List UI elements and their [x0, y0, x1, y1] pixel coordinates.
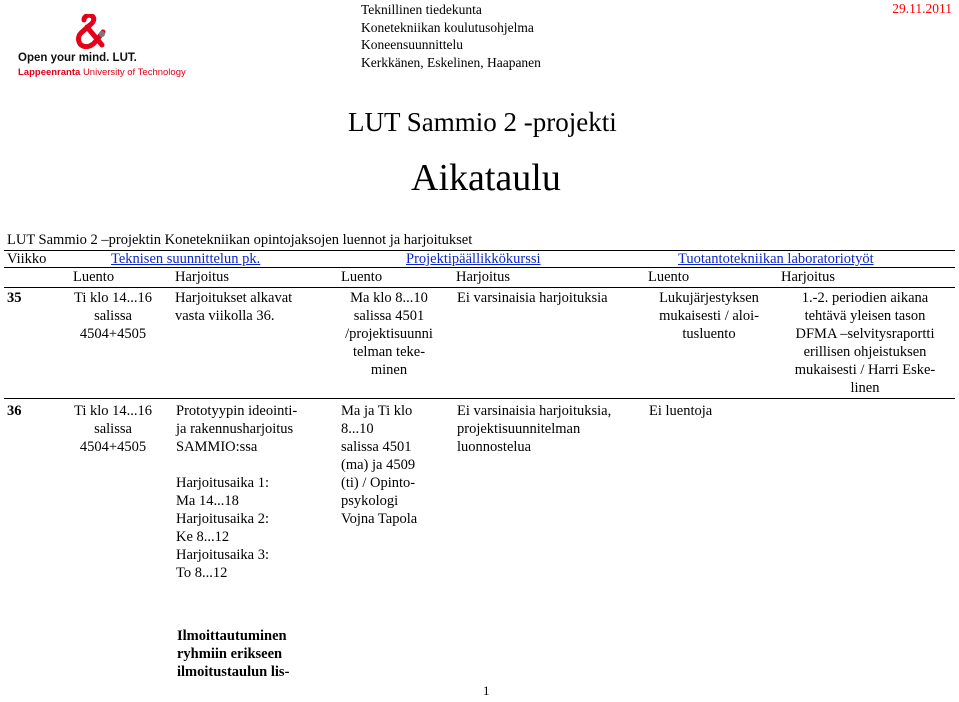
cell-line: Ti klo 14...16 — [73, 290, 153, 306]
footnote-line: ilmoitustaulun lis- — [177, 664, 290, 680]
cell-line: Harjoitusaika 3: — [176, 547, 270, 563]
cell-line: telman teke- — [352, 344, 426, 360]
cell-line: Ke 8...12 — [176, 529, 230, 545]
cell-line: 8...10 — [341, 421, 374, 437]
intro-text: LUT Sammio 2 –projektin Konetekniikan opintojaksojen luennot ja harjoitukset — [7, 232, 473, 248]
table-header-course: Tuotantotekniikan laboratoriotyöt — [678, 251, 874, 267]
cell-line: mukaisesti / aloi- — [659, 308, 759, 324]
header-line: Kerkkänen, Eskelinen, Haapanen — [361, 54, 541, 70]
table-rule — [4, 398, 955, 399]
cell-line: projektisuunnitelman — [457, 421, 581, 437]
table-cell — [73, 402, 153, 456]
cell-line: SAMMIO:ssa — [176, 439, 258, 455]
table-cell — [176, 402, 297, 582]
page-subtitle: Aikataulu — [411, 157, 561, 199]
cell-line: Ti klo 14...16 — [73, 403, 153, 419]
cell-line: To 8...12 — [176, 565, 228, 581]
cell-line: 4504+4505 — [79, 439, 147, 455]
cell-line: vasta viikolla 36. — [175, 308, 275, 324]
table-cell — [640, 289, 778, 343]
table-header-course: Projektipäällikkökurssi — [406, 251, 541, 267]
page-title: LUT Sammio 2 -projekti — [348, 107, 617, 137]
table-subheader: Harjoitus — [456, 269, 510, 285]
lut-logo — [16, 14, 186, 80]
cell-line: Harjoitusaika 2: — [176, 511, 270, 527]
cell-line: 1.-2. periodien aikana — [801, 290, 929, 306]
cell-line: Ei varsinaisia harjoituksia, — [457, 403, 612, 419]
header-line: Teknillinen tiedekunta — [361, 2, 482, 17]
logo-university-rest: University of Technology — [82, 67, 186, 78]
cell-line: linen — [850, 380, 880, 396]
footnote-line: Ilmoittautuminen — [177, 628, 287, 644]
logo-university-prefix: Lappeenranta — [18, 67, 81, 78]
cell-line: minen — [370, 362, 408, 378]
cell-line: Harjoitusaika 1: — [176, 475, 270, 491]
cell-line: mukaisesti / Harri Eske- — [794, 362, 936, 378]
cell-line: erillisen ohjeistuksen — [803, 344, 927, 360]
cell-line: salissa — [94, 421, 132, 437]
cell-line: /projektisuunni — [345, 326, 433, 342]
footnote-line: ryhmiin erikseen — [177, 646, 283, 662]
cell-line: 4504+4505 — [79, 326, 147, 342]
header-line: Konetekniikan koulutusohjelma — [361, 19, 534, 35]
cell-line: ja rakennusharjoitus — [176, 421, 294, 437]
cell-line: Ma ja Ti klo — [341, 403, 413, 419]
table-cell — [175, 289, 292, 325]
cell-line: (ti) / Opinto- — [341, 475, 416, 491]
document-date: 29.11.2011 — [892, 1, 952, 16]
table-cell — [457, 289, 608, 307]
table-rule — [4, 287, 955, 288]
cell-line: Vojna Tapola — [341, 511, 418, 527]
cell-line: luonnostelua — [457, 439, 532, 455]
document-header — [361, 1, 541, 71]
table-subheader: Luento — [648, 269, 690, 285]
table-cell — [457, 402, 611, 456]
header-line: Koneensuunnittelu — [361, 37, 463, 52]
table-week-number: 36 — [7, 403, 22, 419]
table-subheader: Harjoitus — [781, 269, 835, 285]
cell-line: psykologi — [341, 493, 399, 509]
cell-line: salissa 4501 — [353, 308, 425, 324]
table-week-number: 35 — [7, 290, 22, 306]
logo-tagline: Open your mind. LUT. — [18, 52, 137, 64]
cell-line: tehtävä yleisen tason — [804, 308, 926, 324]
page-number: 1 — [483, 683, 490, 698]
cell-line: (ma) ja 4509 — [341, 457, 416, 473]
table-header-week: Viikko — [7, 251, 47, 267]
lut-ampersand-icon — [72, 14, 112, 52]
cell-line: salissa 4501 — [341, 439, 412, 455]
table-cell — [776, 289, 954, 397]
table-cell — [336, 289, 442, 379]
footnote — [177, 627, 289, 681]
cell-line: salissa — [94, 308, 132, 324]
cell-line: Ma klo 8...10 — [350, 290, 428, 306]
table-cell — [341, 402, 417, 528]
cell-line: Ei varsinaisia harjoituksia — [457, 290, 608, 306]
logo-university — [18, 67, 186, 78]
cell-line: DFMA –selvitysraportti — [795, 326, 935, 342]
cell-line: Harjoitukset alkavat — [175, 290, 293, 306]
table-subheader: Harjoitus — [175, 269, 229, 285]
table-cell — [73, 289, 153, 343]
cell-line: Lukujärjestyksen — [659, 290, 759, 306]
cell-line: Ma 14...18 — [176, 493, 239, 509]
table-header-course: Teknisen suunnittelun pk. — [111, 251, 261, 267]
cell-line: Ei luentoja — [649, 403, 713, 419]
table-subheader: Luento — [73, 269, 115, 285]
cell-spacer — [176, 456, 297, 474]
cell-line: Prototyypin ideointi- — [176, 403, 298, 419]
cell-line: tusluento — [682, 326, 736, 342]
table-cell — [649, 402, 712, 420]
table-subheader: Luento — [341, 269, 383, 285]
